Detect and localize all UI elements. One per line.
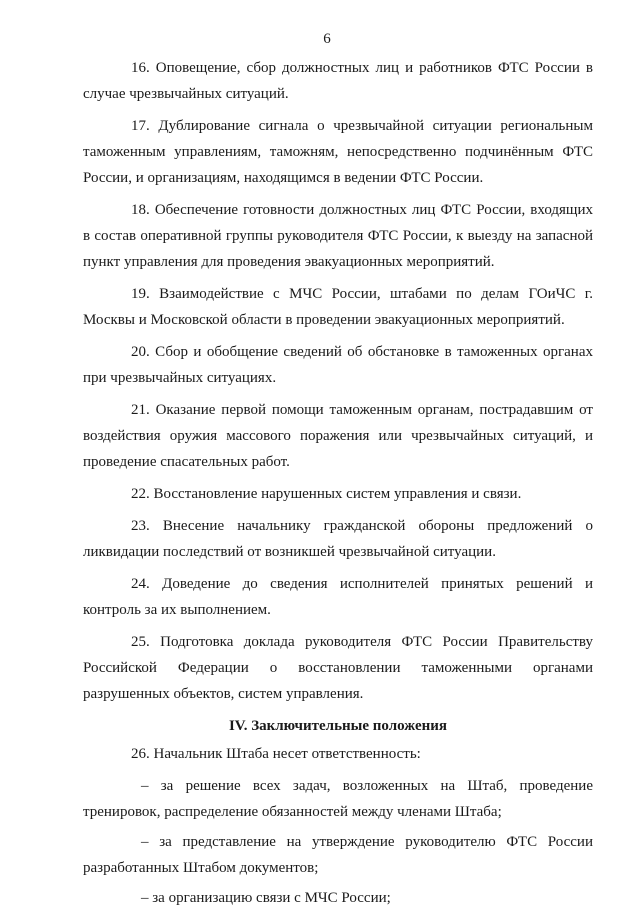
page-number: 6 — [323, 31, 331, 47]
list-item: – за организацию связи с МЧС России; — [141, 890, 391, 906]
paragraph-26: 26. Начальник Штаба несет ответственность: — [131, 746, 421, 762]
list-item: – за решение всех задач, возложенных на Штаб, проведение тренировок, распределение обязанностей между членами Штаба; — [83, 778, 593, 820]
paragraph-24: 24. Доведение до сведения исполнителей принятых решений и контроль за их выполнением. — [83, 576, 593, 618]
paragraph-20: 20. Сбор и обобщение сведений об обстановке в таможенных органах при чрезвычайных ситуациях. — [83, 344, 593, 386]
paragraph-19: 19. Взаимодействие с МЧС России, штабами по делам ГОиЧС г. Москвы и Московской области в проведении эвакуационных мероприятий. — [83, 286, 593, 328]
paragraph-16: 16. Оповещение, сбор должностных лиц и работников ФТС России в случае чрезвычайных ситуаций. — [83, 60, 593, 102]
document-body — [83, 55, 593, 915]
paragraph-17: 17. Дублирование сигнала о чрезвычайной ситуации региональным таможенным управлениям, таможням, непосредственно подчинённым ФТС России, и организациям, находящимся в ведении ФТС России. — [83, 118, 593, 186]
paragraph-23: 23. Внесение начальнику гражданской обороны предложений о ликвидации последствий от возникшей чрезвычайной ситуации. — [83, 518, 593, 560]
paragraph-18: 18. Обеспечение готовности должностных лиц ФТС России, входящих в состав оперативной группы руководителя ФТС России, к выезду на запасной пункт управления для проведения эвакуационных мероприятий. — [83, 202, 593, 270]
paragraph-25: 25. Подготовка доклада руководителя ФТС России Правительству Российской Федерации о восстановлении таможенными органами разрушенных объектов, систем управления. — [83, 634, 593, 702]
section-heading: IV. Заключительные положения — [228, 718, 448, 734]
paragraph-22: 22. Восстановление нарушенных систем управления и связи. — [131, 486, 522, 502]
paragraph-21: 21. Оказание первой помощи таможенным органам, пострадавшим от воздействия оружия массового поражения или чрезвычайных ситуаций, и проведение спасательных работ. — [83, 402, 593, 470]
list-item: – за представление на утверждение руководителю ФТС России разработанных Штабом документов; — [83, 834, 593, 876]
